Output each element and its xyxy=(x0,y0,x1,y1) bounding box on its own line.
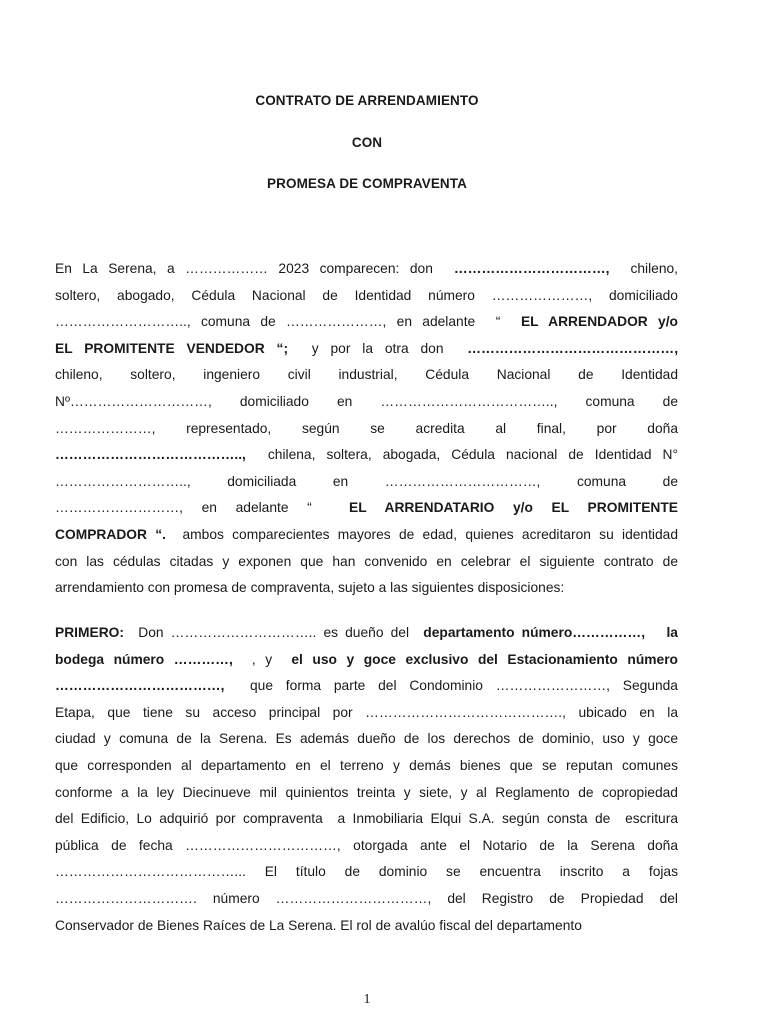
text-segment: arrendamiento con promesa de compraventa, sujeto a las siguientes disposiciones: xyxy=(55,580,565,596)
primero-line xyxy=(55,647,678,674)
text-segment: pública de fecha ……………………………, otorgada ante el Notario de la Serena doña xyxy=(55,837,678,853)
primero-line xyxy=(55,753,678,780)
intro-line xyxy=(55,309,678,336)
text-segment: Conservador de Bienes Raíces de La Serena. El rol de avalúo fiscal del departamento xyxy=(55,917,582,933)
text-segment: chileno, xyxy=(619,261,679,276)
intro-paragraph xyxy=(55,256,678,602)
bold-text: la xyxy=(666,625,678,640)
intro-line xyxy=(55,336,678,363)
intro-line xyxy=(55,389,678,416)
clause-primero-paragraph xyxy=(55,620,678,939)
bold-text: EL PROMITENTE VENDEDOR “; xyxy=(55,340,289,356)
text-segment: conforme a la ley Diecinueve mil quinientos treinta y siete, y al Reglamento de copropiedad xyxy=(55,784,678,800)
bold-text: PRIMERO: xyxy=(55,625,124,640)
text-segment: chileno, soltero, ingeniero civil industrial, Cédula Nacional de Identidad xyxy=(55,367,678,383)
primero-line xyxy=(55,673,678,700)
intro-line xyxy=(55,416,678,443)
primero-line xyxy=(55,726,678,753)
intro-line xyxy=(55,256,678,283)
text-segment: , y xyxy=(242,651,282,667)
text-segment: …………………………………... El título de dominio se encuentra inscrito a fojas xyxy=(55,864,678,880)
bold-text: EL ARRENDADOR y/o xyxy=(520,314,678,330)
intro-line xyxy=(55,442,678,469)
document-subtitle: PROMESA DE COMPRAVENTA xyxy=(267,176,467,191)
bold-text: ………………………………, xyxy=(55,678,225,694)
text-segment: con las cédulas citadas y exponen que han convenido en celebrar el siguiente contrato de xyxy=(55,553,678,569)
bold-text: EL ARRENDATARIO y/o EL PROMITENTE xyxy=(349,500,678,516)
text-segment: En La Serena, a ……………… 2023 comparecen: don xyxy=(55,261,444,276)
text-segment: ambos comparecientes mayores de edad, quienes acreditaron su identidad xyxy=(174,526,679,542)
bold-text: el uso y goce exclusivo del Estacionamiento número xyxy=(291,651,678,667)
primero-line xyxy=(55,806,678,833)
text-segment: que forma parte del Condominio ……………………, Segunda xyxy=(237,678,678,694)
primero-line xyxy=(55,913,678,940)
text-segment: ……………………….., comuna de …………………, en adelante “ xyxy=(55,314,511,330)
text-segment: soltero, abogado, Cédula Nacional de Identidad número …………………, domiciliado xyxy=(55,287,678,303)
text-segment: Don ………………………….. es dueño del xyxy=(131,625,417,640)
intro-line xyxy=(55,495,678,522)
text-segment: del Edificio, Lo adquirió por compraventa a Inmobiliaria Elqui S.A. según consta de escritura xyxy=(55,811,678,827)
bold-text: COMPRADOR “. xyxy=(55,526,166,542)
intro-line xyxy=(55,469,678,496)
document-title-connector: CON xyxy=(351,135,383,150)
text-segment: …………………, representado, según se acredita al final, por doña xyxy=(55,420,678,436)
bold-text: ……………………………, xyxy=(453,261,610,276)
bold-text: bodega número …………, xyxy=(55,651,233,667)
primero-line xyxy=(55,886,678,913)
text-segment: que corresponden al departamento en el terreno y demás bienes que se reputan comunes xyxy=(55,757,678,773)
page-number: 1 xyxy=(363,992,371,1007)
bold-text: ………………………………………, xyxy=(467,340,679,356)
text-segment: Etapa, que tiene su acceso principal por ……………………………………., ubicado en la xyxy=(55,704,678,720)
bold-text: ………………………………….., xyxy=(55,447,246,463)
text-segment: ………………………, en adelante “ xyxy=(55,500,331,516)
text-segment: Nº…………………………, domiciliado en ……………………………….., comuna de xyxy=(55,393,678,409)
intro-line xyxy=(55,283,678,310)
intro-line xyxy=(55,362,678,389)
text-segment: chilena, soltera, abogada, Cédula nacional de Identidad N° xyxy=(256,447,678,463)
text-segment: y por la otra don xyxy=(299,340,456,356)
primero-line xyxy=(55,700,678,727)
primero-line xyxy=(55,859,678,886)
intro-line xyxy=(55,549,678,576)
primero-line xyxy=(55,780,678,807)
intro-line xyxy=(55,522,678,549)
intro-line xyxy=(55,575,678,602)
primero-line xyxy=(55,833,678,860)
text-segment: …………………………. número ……………………………, del Registro de Propiedad del xyxy=(55,890,678,906)
text-segment: ……………………….., domiciliada en ……………………………, comuna de xyxy=(55,473,678,489)
text-segment xyxy=(652,625,659,640)
primero-line xyxy=(55,620,678,647)
text-segment: ciudad y comuna de la Serena. Es además dueño de los derechos de dominio, uso y goce xyxy=(55,731,678,747)
bold-text: departamento número……………, xyxy=(423,625,646,640)
document-title: CONTRATO DE ARRENDAMIENTO xyxy=(255,93,479,108)
